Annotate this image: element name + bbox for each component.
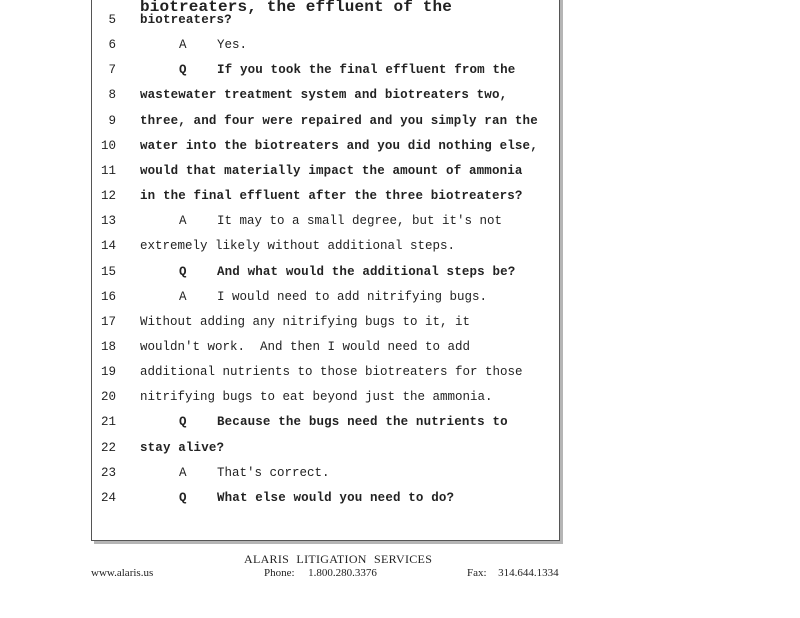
footer-fax xyxy=(467,567,559,579)
line-body: nitrifying bugs to eat beyond just the ammonia. xyxy=(140,390,493,405)
transcript-line xyxy=(92,211,559,231)
line-text xyxy=(140,337,470,357)
line-text xyxy=(140,136,538,156)
line-number: 10 xyxy=(100,138,116,153)
line-body: It may to a small degree, but it's not xyxy=(217,214,503,229)
transcript-line xyxy=(92,186,559,206)
transcript-line xyxy=(92,488,559,508)
speaker-label: A xyxy=(179,214,187,229)
line-text xyxy=(179,35,247,55)
line-number: 16 xyxy=(100,289,116,304)
speaker-label: A xyxy=(179,38,187,53)
line-text xyxy=(179,488,454,508)
line-body: wouldn't work. And then I would need to add xyxy=(140,339,471,354)
transcript-line xyxy=(92,60,559,80)
line-body: And what would the additional steps be? xyxy=(217,264,516,279)
speaker-label: Q xyxy=(179,63,187,78)
line-number: 7 xyxy=(108,63,116,78)
line-body: wastewater treatment system and biotreaters two, xyxy=(140,88,508,103)
line-number: 22 xyxy=(100,440,116,455)
footer-fax-label: Fax: xyxy=(467,567,487,579)
transcript-line xyxy=(92,287,559,307)
transcript-line xyxy=(92,236,559,256)
transcript-line xyxy=(92,412,559,432)
transcript-line xyxy=(92,161,559,181)
line-number: 6 xyxy=(108,38,116,53)
line-text xyxy=(179,60,515,80)
line-number: 23 xyxy=(100,465,116,480)
line-number: 13 xyxy=(100,214,116,229)
line-number: 9 xyxy=(108,113,116,128)
line-body: water into the biotreaters and you did nothing else, xyxy=(140,138,538,153)
transcript-line xyxy=(92,35,559,55)
line-text xyxy=(140,111,538,131)
line-text xyxy=(179,211,502,231)
line-number: 15 xyxy=(100,264,116,279)
footer-fax-number: 314.644.1334 xyxy=(498,567,559,579)
transcript-page: biotreaters, the effluent of the 5 biotreaters? 6 A Yes. 7 Q If you took the final effluent from the 8 wastewater treatment system and biotreaters two, 9 three, and four were repaired and you simply ran the 10 water into the biotreaters and you did nothing else, 11 would that materially impact the amount of ammonia 12 in the final effluent after the three biotreaters? 13 A It may to a small degree, but it's not 14 extremely likely without additional steps. 15 Q And what would the additional steps be? 16 A I would need to add nitrifying bugs. 17 Without adding any nitrifying bugs to it, it 18 wouldn't work. And then I would need to add 19 additional nutrients to those biotreaters for those 20 nitrifying bugs to eat beyond just the ammonia. 21 Q Because the bugs need the nutrients to 22 stay alive? 23 A That's correct. 24 Q What else would you need to do? xyxy=(91,0,560,541)
line-text xyxy=(140,312,470,332)
line-text xyxy=(179,262,515,282)
transcript-line xyxy=(92,136,559,156)
line-number: 12 xyxy=(100,189,116,204)
line-body: If you took the final effluent from the xyxy=(217,63,516,78)
transcript-line xyxy=(92,111,559,131)
line-body: three, and four were repaired and you simply ran the xyxy=(140,113,538,128)
speaker-label: A xyxy=(179,465,187,480)
footer-phone-number: 1.800.280.3376 xyxy=(308,567,377,579)
line-number: 20 xyxy=(100,390,116,405)
speaker-label: Q xyxy=(179,264,187,279)
line-text xyxy=(140,362,523,382)
transcript-line xyxy=(92,85,559,105)
line-body: stay alive? xyxy=(140,440,225,455)
transcript-line xyxy=(92,387,559,407)
footer-phone xyxy=(264,567,377,579)
line-text xyxy=(140,85,507,105)
transcript-line xyxy=(92,438,559,458)
transcript-line xyxy=(92,337,559,357)
line-number: 5 xyxy=(108,13,116,27)
line-number: 24 xyxy=(100,490,116,505)
line-text xyxy=(140,10,232,30)
transcript-line xyxy=(92,262,559,282)
transcript-line xyxy=(92,362,559,382)
line-body: Without adding any nitrifying bugs to it, it xyxy=(140,314,471,329)
line-body: I would need to add nitrifying bugs. xyxy=(217,289,488,304)
line-text xyxy=(140,438,224,458)
line-body: Yes. xyxy=(217,38,248,53)
line-body: in the final effluent after the three biotreaters? xyxy=(140,189,523,204)
line-number: 19 xyxy=(100,365,116,380)
transcript-line xyxy=(92,10,559,30)
footer-website[interactable]: www.alaris.us xyxy=(91,567,154,579)
line-body: What else would you need to do? xyxy=(217,490,455,505)
line-text xyxy=(179,412,508,432)
line-number: 21 xyxy=(100,415,116,430)
speaker-label: A xyxy=(179,289,187,304)
line-number: 11 xyxy=(100,163,116,178)
transcript-line xyxy=(92,312,559,332)
line-body: additional nutrients to those biotreaters for those xyxy=(140,365,523,380)
footer-company-name: ALARIS LITIGATION SERVICES xyxy=(244,552,433,566)
line-body: biotreaters? xyxy=(140,13,232,27)
speaker-label: Q xyxy=(179,415,187,430)
line-number: 18 xyxy=(100,339,116,354)
line-body: That's correct. xyxy=(217,465,330,480)
line-body: extremely likely without additional steps. xyxy=(140,239,456,254)
line-text xyxy=(179,287,487,307)
speaker-label: Q xyxy=(179,490,187,505)
footer-phone-label: Phone: xyxy=(264,567,295,579)
line-body: would that materially impact the amount of ammonia xyxy=(140,163,523,178)
line-text xyxy=(140,161,523,181)
line-number: 17 xyxy=(100,314,116,329)
line-text xyxy=(179,463,330,483)
line-text xyxy=(140,186,523,206)
line-text xyxy=(140,387,493,407)
transcript-line xyxy=(92,463,559,483)
line-body: Because the bugs need the nutrients to xyxy=(217,415,508,430)
line-number: 8 xyxy=(108,88,116,103)
line-text xyxy=(140,236,455,256)
line-number: 14 xyxy=(100,239,116,254)
